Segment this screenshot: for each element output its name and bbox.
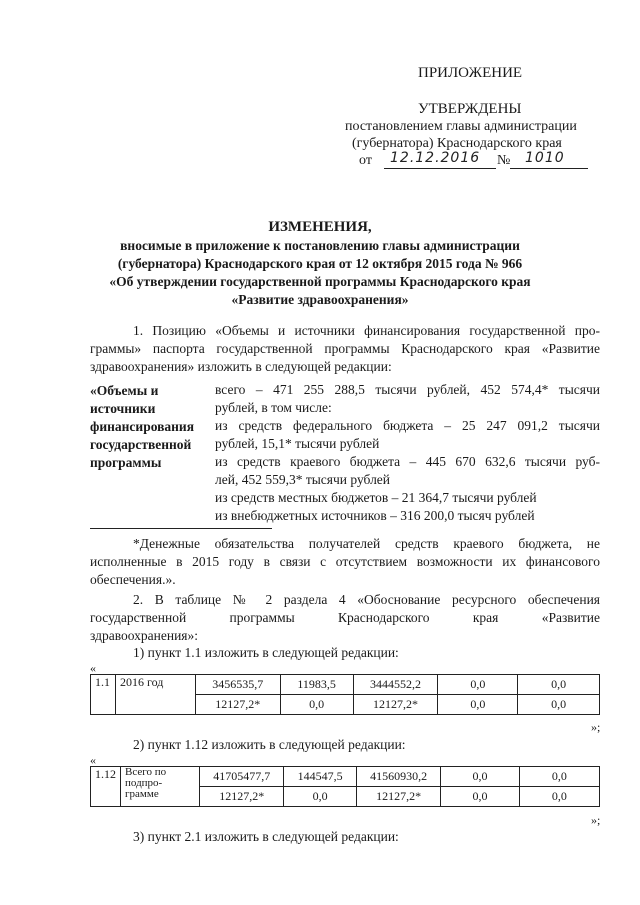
footnote-line-3: обеспечения.».: [90, 572, 176, 587]
table-cell-name: 2016 год: [115, 675, 195, 715]
table-cell: 0,0: [441, 767, 519, 787]
table-row: [91, 675, 600, 695]
volumes-text-3: из средств федерального бюджета – 25 247 091,2 тысячи: [215, 418, 600, 433]
footnote-separator: [90, 528, 272, 529]
table-cell: 0,0: [438, 675, 518, 695]
table-cell-num: 1.1: [91, 675, 116, 715]
volumes-label-line: программы: [90, 455, 162, 470]
table-cell: 0,0: [519, 787, 599, 807]
table-cell: 12127,2*: [200, 787, 284, 807]
volumes-label-line: государственной: [90, 437, 192, 452]
volumes-text-4: рублей, 15,1* тысячи рублей: [215, 436, 380, 451]
approved-line-1: постановлением главы администрации: [345, 119, 577, 134]
volumes-text-6: лей, 452 559,3* тысячи рублей: [215, 472, 391, 487]
volumes-text-5: из средств краевого бюджета – 445 670 632,6 тысячи руб-: [215, 454, 600, 469]
item2-line-3: здравоохранения»:: [90, 628, 199, 643]
volumes-label-line: источники: [90, 401, 156, 416]
volumes-text-8: из внебюджетных источников – 316 200,0 тысяч рублей: [215, 508, 535, 523]
table-cell: 0,0: [518, 695, 600, 715]
title-line-3: «Об утверждении государственной программы Краснодарского края: [109, 274, 531, 289]
table-cell-name-line: Всего по: [125, 766, 167, 778]
date-underline: [384, 168, 496, 169]
volumes-text-2: рублей, в том числе:: [215, 400, 332, 415]
table-cell: 12127,2*: [195, 695, 280, 715]
volumes-text-1: всего – 471 255 288,5 тысячи рублей, 452 574,4* тысячи: [215, 382, 600, 397]
number-sign: №: [497, 153, 511, 168]
item1-line-2: граммы» паспорта государственной программы Краснодарского края «Развитие: [90, 341, 600, 356]
footnote-line-1: *Денежные обязательства получателей средств краевого бюджета, не: [133, 536, 600, 551]
volumes-label-line: «Объемы и: [90, 383, 159, 398]
table-cell: 0,0: [519, 767, 599, 787]
item1-line-1: 1. Позицию «Объемы и источники финансирования государственной про-: [133, 323, 600, 338]
sub2-instruction: 2) пункт 1.12 изложить в следующей редакции:: [133, 737, 406, 752]
footnote-line-2: исполненные в 2015 году в связи с отсутствием возможности их финансового: [90, 554, 600, 569]
sub1-open-quote: «: [90, 661, 96, 675]
table-row: [91, 767, 600, 787]
title-line-1: вносимые в приложение к постановлению главы администрации: [120, 238, 520, 253]
sub1-table: [90, 674, 600, 715]
sub1-instruction: 1) пункт 1.1 изложить в следующей редакции:: [133, 645, 399, 660]
approved-line-2: (губернатора) Краснодарского края: [352, 136, 562, 151]
table-cell-name-line: подпро-: [125, 777, 163, 789]
table-cell: 41705477,7: [200, 767, 284, 787]
table-cell: 12127,2*: [356, 787, 440, 807]
table-cell: 11983,5: [280, 675, 353, 695]
table-cell: 144547,5: [284, 767, 356, 787]
document-heading: ИЗМЕНЕНИЯ,: [268, 219, 372, 235]
volumes-label-line: финансирования: [90, 419, 195, 434]
table-cell: 12127,2*: [353, 695, 438, 715]
sub2-close-quote: »;: [591, 813, 601, 827]
table-cell-name-line: грамме: [125, 788, 159, 800]
approved-label: УТВЕРЖДЕНЫ: [418, 101, 522, 117]
table-cell-num: 1.12: [91, 767, 121, 807]
table-cell: 0,0: [438, 695, 518, 715]
title-line-4: «Развитие здравоохранения»: [231, 292, 409, 307]
date-prefix: от: [359, 153, 372, 168]
item2-line-2: государственной программы Краснодарского края «Развитие: [90, 610, 600, 625]
handwritten-number: 1010: [525, 150, 565, 166]
sub1-close-quote: »;: [591, 720, 601, 734]
table-cell-name: [121, 767, 200, 807]
number-underline: [510, 168, 588, 169]
sub2-table: [90, 766, 600, 807]
sub2-open-quote: «: [90, 753, 96, 767]
table-cell: 41560930,2: [356, 767, 440, 787]
title-line-2: (губернатора) Краснодарского края от 12 октября 2015 года № 966: [117, 256, 523, 271]
volumes-text-7: из средств местных бюджетов – 21 364,7 тысячи рублей: [215, 490, 537, 505]
handwritten-date: 12.12.2016: [390, 150, 481, 166]
appendix-label: ПРИЛОЖЕНИЕ: [418, 65, 523, 81]
item2-line-1: 2. В таблице № 2 раздела 4 «Обоснование ресурсного обеспечения: [133, 592, 600, 607]
table-cell: 3444552,2: [353, 675, 438, 695]
table-cell: 0,0: [280, 695, 353, 715]
table-cell: 0,0: [441, 787, 519, 807]
volumes-label: [90, 382, 194, 472]
sub3-instruction: 3) пункт 2.1 изложить в следующей редакции:: [133, 829, 399, 844]
table-cell: 3456535,7: [195, 675, 280, 695]
table-cell: 0,0: [518, 675, 600, 695]
table-cell: 0,0: [284, 787, 356, 807]
item1-line-3: здравоохранения» изложить в следующей редакции:: [90, 359, 392, 374]
